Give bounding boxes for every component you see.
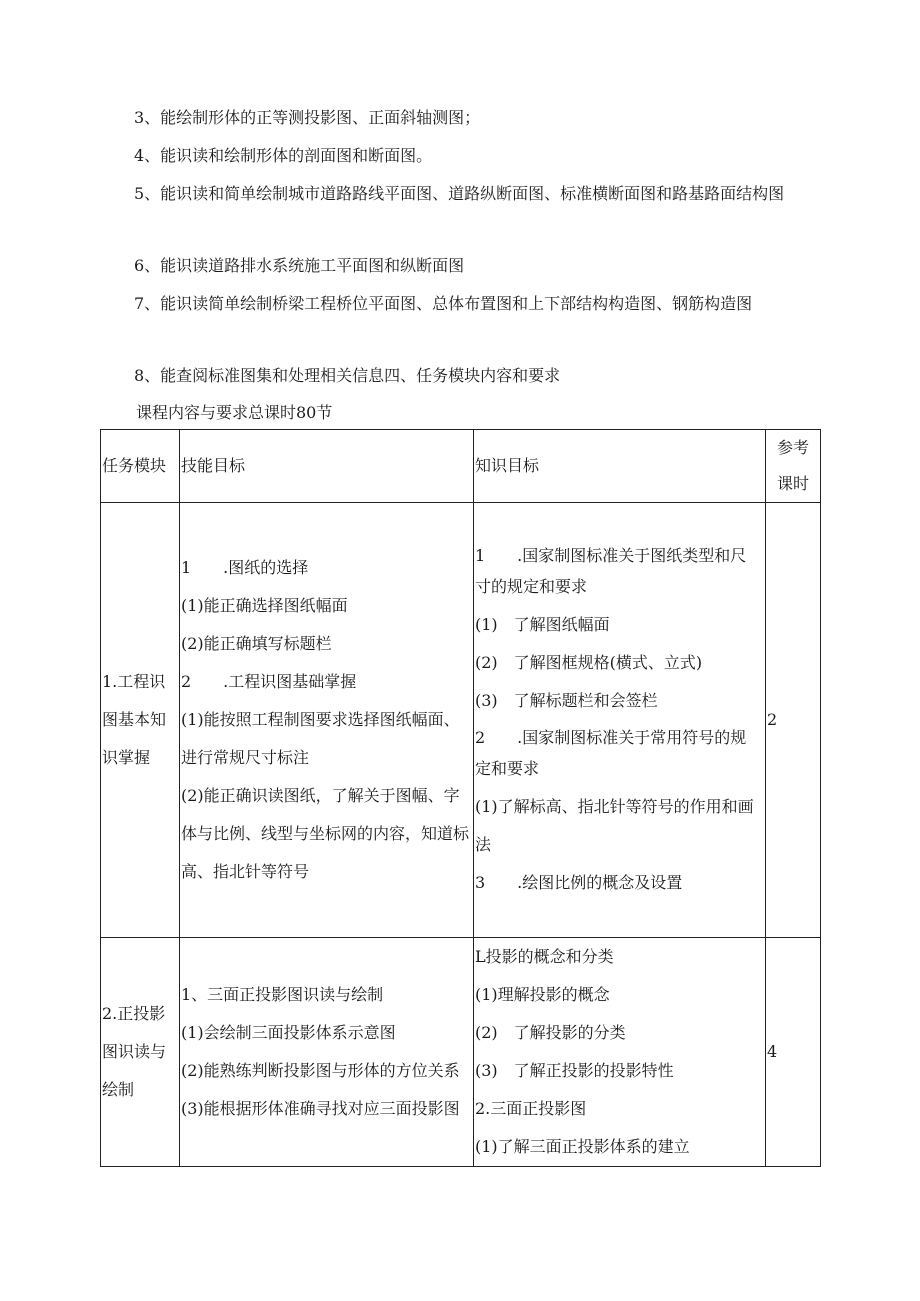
table-row [101,503,821,938]
course-content-table [100,429,821,1167]
row2-knowledge-line: L投影的概念和分类 [475,947,614,966]
row1-knowledge-line: 2 .国家制图标准关于常用符号的规 [475,728,747,747]
table-caption: 课程内容与要求总课时80节 [136,403,333,422]
header-hours-line1: 参考 [776,438,809,457]
row1-skill-line: 2 .工程识图基础掌握 [181,672,357,691]
header-knowledge: 知识目标 [474,430,766,503]
row1-hours: 2 [766,503,821,938]
row1-knowledge-line: (1) 了解图纸幅面 [475,615,610,634]
row2-skill-line: (1)会绘制三面投影体系示意图 [181,1023,396,1042]
row2-knowledge-line: 2.三面正投影图 [475,1099,587,1118]
row1-skill [180,503,474,938]
header-skill: 技能目标 [180,430,474,503]
row2-skill-line: 1、三面正投影图识读与绘制 [181,985,384,1004]
intro-paragraph-8: 8、能查阅标准图集和处理相关信息四、任务模块内容和要求 [134,366,561,385]
row1-skill-line: (2)能正确填写标题栏 [181,634,332,653]
intro-paragraph-3: 3、能绘制形体的正等测投影图、正面斜轴测图； [134,108,481,127]
intro-paragraph-5: 5、能识读和简单绘制城市道路路线平面图、道路纵断面图、标准横断面图和路基路面结构图 [134,184,785,203]
row2-skill [180,938,474,1167]
row2-hours: 4 [766,938,821,1167]
row2-module: 2.正投影图识读与绘制 [101,938,180,1167]
table-header-row [101,430,821,503]
header-hours [766,430,821,503]
row1-module: 1.工程识图基本知识掌握 [101,503,180,938]
row1-knowledge-line: (1)了解标高、指北针等符号的作用和画法 [475,797,754,854]
row1-knowledge-line: 定和要求 [475,759,540,778]
table-row [101,938,821,1167]
intro-paragraph-7: 7、能识读简单绘制桥梁工程桥位平面图、总体布置图和上下部结构构造图、钢筋构造图 [134,294,753,313]
header-module: 任务模块 [101,430,180,503]
row1-knowledge-line: 寸的规定和要求 [475,577,588,596]
row1-skill-line: (2)能正确识读图纸，了解关于图幅、字体与比例、线型与坐标网的内容，知道标高、指北针等符号 [181,786,470,881]
row1-skill-line: (1)能正确选择图纸幅面 [181,596,348,615]
row1-knowledge-line: (3) 了解标题栏和会签栏 [475,691,658,710]
row1-skill-line: (1)能按照工程制图要求选择图纸幅面、进行常规尺寸标注 [181,710,460,767]
row2-knowledge [474,938,766,1167]
intro-paragraph-6: 6、能识读道路排水系统施工平面图和纵断面图 [134,256,465,275]
row1-knowledge-line: 3 .绘图比例的概念及设置 [475,873,683,892]
row1-skill-line: 1 .图纸的选择 [181,558,309,577]
row1-knowledge-line: (2) 了解图框规格(横式、立式) [475,653,703,672]
row1-knowledge-line: 1 .国家制图标准关于图纸类型和尺 [475,546,747,565]
row1-knowledge [474,503,766,938]
row2-knowledge-line: (1)理解投影的概念 [475,985,610,1004]
header-hours-line2: 课时 [776,474,809,493]
row2-skill-line: (2)能熟练判断投影图与形体的方位关系 [181,1061,460,1080]
row2-knowledge-line: (2) 了解投影的分类 [475,1023,626,1042]
row2-skill-line: (3)能根据形体准确寻找对应三面投影图 [181,1099,460,1118]
row2-knowledge-line: (1)了解三面正投影体系的建立 [475,1137,690,1156]
intro-paragraph-4: 4、能识读和绘制形体的剖面图和断面图。 [134,146,433,165]
row2-knowledge-line: (3) 了解正投影的投影特性 [475,1061,674,1080]
